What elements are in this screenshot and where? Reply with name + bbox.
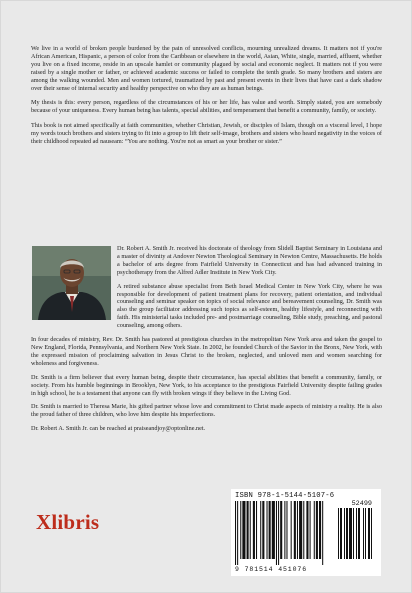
author-contact: Dr. Robert A. Smith Jr. can be reached at praiseandjoy@optonline.net. [31,425,206,433]
author-bio [31,245,382,433]
bio-paragraph: Dr. Smith is a firm believer that every human being, despite their circumstance, has special abilities that benefit a community, family, or society. From his humble beginnings in Brooklyn, New York, to his acceptance to the prestigious Fairfield University despite failing grades in high school, he is a testament that anyone can fly with broken wings if they believe in the Living God. [31,373,382,397]
addon-barcode-bars [338,508,376,565]
blurb-paragraph: This book is not aimed specifically at faith communities, whether Christian, Jewish, or disciples of Islam, though on a visceral level, I hope my words touch brothers and sisters trying to fit into a group to lift their self-image, brothers and sisters who heard negativity in the voices of their childhood repeated ad nauseam: “You are nothing. You're not as smart as your brother or sister.” [31,122,382,146]
isbn-label: ISBN 978-1-5144-5107-6 [235,492,335,500]
blurb [31,45,382,146]
blurb-paragraph: We live in a world of broken people burdened by the pain of unresolved conflicts, mourning unrealized dreams. It matters not if you're African American, Hispanic, a person of color from the Caribbean or elsewhere in the world, Asian, White, single, married, affluent, whether you live on a fixed income, reside in an upscale hamlet or community plagued by social and economic neglect. It matters not if you were raised by a single mother or father, or achieved academic success or failed to complete the tenth grade. So many brothers and sisters are among the walking wounded. Men and women tortured, traumatized by past and present events in their lives that have cast a dark shadow over their sense of internal security and healthy perspective on who they are as human beings. [31,45,382,92]
isbn-barcode [231,489,381,576]
ean-digits: 9 781514 451076 [235,566,308,573]
price-code: 52499 [351,500,372,508]
ean-barcode-bars [235,501,335,565]
bio-paragraph: Dr. Robert A. Smith Jr. received his doctorate of theology from Slidell Baptist Seminary in Louisiana and a master of divinity at Andover Newton Theological Seminary in Newton Centre, Massachusetts. He holds a bachelor of arts degree from Fairfield University in Connecticut and has had advanced training in psychotherapy from the Alfred Adler Institute in New York City. [117,245,382,276]
bio-paragraph: A retired substance abuse specialist from Beth Israel Medical Center in New York City, where he was responsible for development of patient treatment plans for recovery, patient orientation, and individual counseling and seminar speaker on topics of social relevance and bereavement counseling, Dr. Smith was also the group facilitator addressing such topics as self-esteem, healthy lifestyle, and reconnecting with faith. His ministerial tasks included pre- and postmarriage counseling, Bible study, preaching, and pastoral counseling, among others. [117,282,382,330]
blurb-paragraph: My thesis is this: every person, regardless of the circumstances of his or her life, has value and worth. Simply stated, you are somebody because of your uniqueness. Every human being has talents, special abilities, and temperament that benefit a community, family, or society. [31,99,382,115]
bio-paragraph: In four decades of ministry, Rev. Dr. Smith has pastored at prestigious churches in the metropolitan New York area and taken the gospel to New England, Florida, Pennsylvania, and Northern New York State. In 2002, he founded Church of the Savior in the Bronx, New York, with the expressed mission of proclaiming salvation in Jesus Christ to the broken, neglected, and unloved men and women searching for wholeness and forgiveness. [31,336,382,367]
publisher-logo: Xlibris [36,510,100,534]
bio-paragraph: Dr. Smith is married to Theresa Marie, his gifted partner whose love and commitment to Christ made aspects of ministry a reality. He is also the proud father of three children, who love him despite his imperfections. [31,403,382,419]
